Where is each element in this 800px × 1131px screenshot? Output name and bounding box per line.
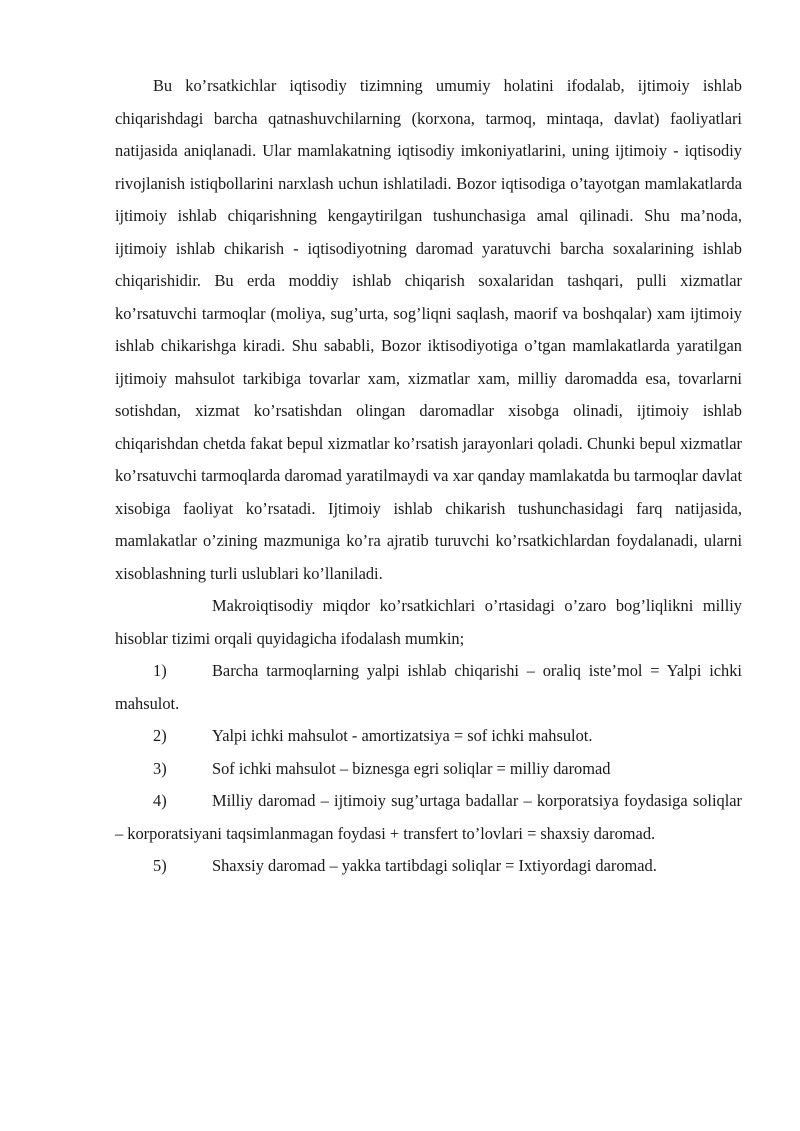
body-paragraph: Bu ko’rsatkichlar iqtisodiy tizimning umumiy holatini ifodalab, ijtimoiy ishlab chiqarishdagi barcha qatnashuvchilarning (korxona, tarmoq, mintaqa, davlat) faoliyatlari natijasida aniqlanadi. Ular mamlakatning iqtisodiy imkoniyatlarini, uning ijtimoiy - iqtisodiy rivojlanish istiqbollarini narxlash uchun ishlatiladi. Bozor iqtisodiga o’tayotgan mamlakatlarda ijtimoiy ishlab chiqarishning kengaytirilgan tushunchasiga amal qilinadi. Shu ma’noda, ijtimoiy ishlab chikarish - iqtisodiyotning daromad yaratuvchi barcha soxalarining ishlab chiqarishidir. Bu erda moddiy ishlab chiqarish soxalaridan tashqari, pulli xizmatlar ko’rsatuvchi tarmoqlar (moliya, sug’urta, sog’liqni saqlash, maorif va boshqalar) xam ijtimoiy ishlab chikarishga kiradi. Shu sababli, Bozor iktisodiyotiga o’tgan mamlakatlarda yaratilgan ijtimoiy mahsulot tarkibiga tovarlar xam, xizmatlar xam, milliy daromadda esa, tovarlarni sotishdan, xizmat ko’rsatishdan olingan daromadlar xisobga olinadi, ijtimoiy ishlab chiqarishdan chetda fakat bepul xizmatlar ko’rsatish jarayonlari qoladi. Chunki bepul xizmatlar ko’rsatuvchi tarmoqlarda daromad yaratilmaydi va xar qanday mamlakatda bu tarmoqlar davlat xisobiga faoliyat ko’rsatadi. Ijtimoiy ishlab chikarish tushunchasidagi farq natijasida, mamlakatlar o’zining mazmuniga ko’ra ajratib turuvchi ko’rsatkichlardan foydalanadi, ularni xisoblashning turli uslublari ko’llaniladi. [115, 76, 742, 583]
list-item-number: 3) [153, 758, 167, 778]
list-item-number: 2) [153, 726, 167, 745]
list-item-text: Shaxsiy daromad – yakka tartibdagi soliqlar = Ixtiyordagi daromad. [212, 856, 657, 875]
document-page [115, 70, 742, 883]
list-item-text: Yalpi ichki mahsulot - amortizatsiya = sof ichki mahsulot. [212, 726, 593, 745]
list-item [115, 655, 742, 720]
list-item-number: 1) [153, 661, 167, 680]
list-item [115, 850, 742, 883]
list-item [115, 785, 742, 850]
list-item-text: Sof ichki mahsulot – biznesga egri soliqlar = milliy daromad [212, 758, 611, 778]
list-item-text: Milliy daromad – ijtimoiy sug’urtaga badallar – korporatsiya foydasiga soliqlar – korporatsiyani taqsimlanmagan foydasi + transfert to’lovlari = shaxsiy daromad. [115, 791, 742, 843]
list-item [115, 753, 742, 786]
list-item-number: 4) [153, 791, 167, 810]
list-item-text: Barcha tarmoqlarning yalpi ishlab chiqarishi – oraliq iste’mol = Yalpi ichki mahsulot. [115, 661, 742, 713]
list-item-number: 5) [153, 856, 167, 875]
intro-paragraph: Makroiqtisodiy miqdor ko’rsatkichlari o’rtasidagi o’zaro bog’liqlikni milliy hisoblar tizimi orqali quyidagicha ifodalash mumkin; [115, 596, 742, 648]
list-item [115, 720, 742, 753]
